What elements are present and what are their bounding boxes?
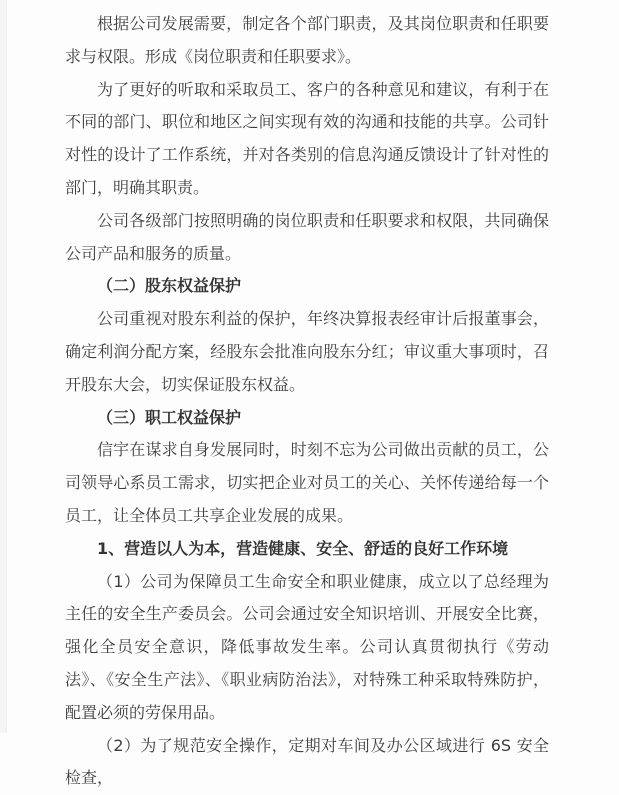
paragraph: 公司重视对股东利益的保护，年终决算报表经审计后报董事会，确定利润分配方案，经股东会批准向股东分红；审议重大事项时，召开股东大会，切实保证股东权益。 bbox=[65, 309, 549, 394]
paragraph: 公司各级部门按照明确的岗位职责和任职要求和权限，共同确保公司产品和服务的质量。 bbox=[65, 210, 549, 263]
paragraph: 为了更好的听取和采取员工、客户的各种意见和建议，有利于在不同的部门、职位和地区之间实现有效的沟通和技能的共享。公司针对性的设计了工作系统，并对各类别的信息沟通反馈设计了针对性的部门，明确其职责。 bbox=[65, 79, 549, 197]
section-heading: （二）股东权益保护 bbox=[97, 276, 242, 296]
paragraph: （1）公司为保障员工生命安全和职业健康，成立以了总经理为主任的安全生产委员会。公司会通过安全知识培训、开展安全比赛，强化全员安全意识，降低事故发生率。公司认真贯彻执行《劳动法》、《安全生产法》、《职业病防治法》，对特殊工种采取特殊防护，配置必须的劳保用品。 bbox=[65, 571, 549, 722]
document-body bbox=[65, 8, 549, 795]
section-heading: 1、营造以人为本，营造健康、安全、舒适的良好工作环境 bbox=[97, 538, 509, 558]
paragraph: （2）为了规范安全操作，定期对车间及办公区域进行 6S 安全检查， bbox=[65, 735, 549, 788]
paragraph: 根据公司发展需要，制定各个部门职责，及其岗位职责和任职要求与权限。形成《岗位职责和任职要求》。 bbox=[65, 14, 549, 66]
paragraph: 信宇在谋求自身发展同时，时刻不忘为公司做出贡献的员工，公司领导心系员工需求，切实把企业对员工的关心、关怀传递给每一个员工，让全体员工共享企业发展的成果。 bbox=[65, 440, 549, 525]
section-heading: （三）职工权益保护 bbox=[97, 407, 242, 427]
